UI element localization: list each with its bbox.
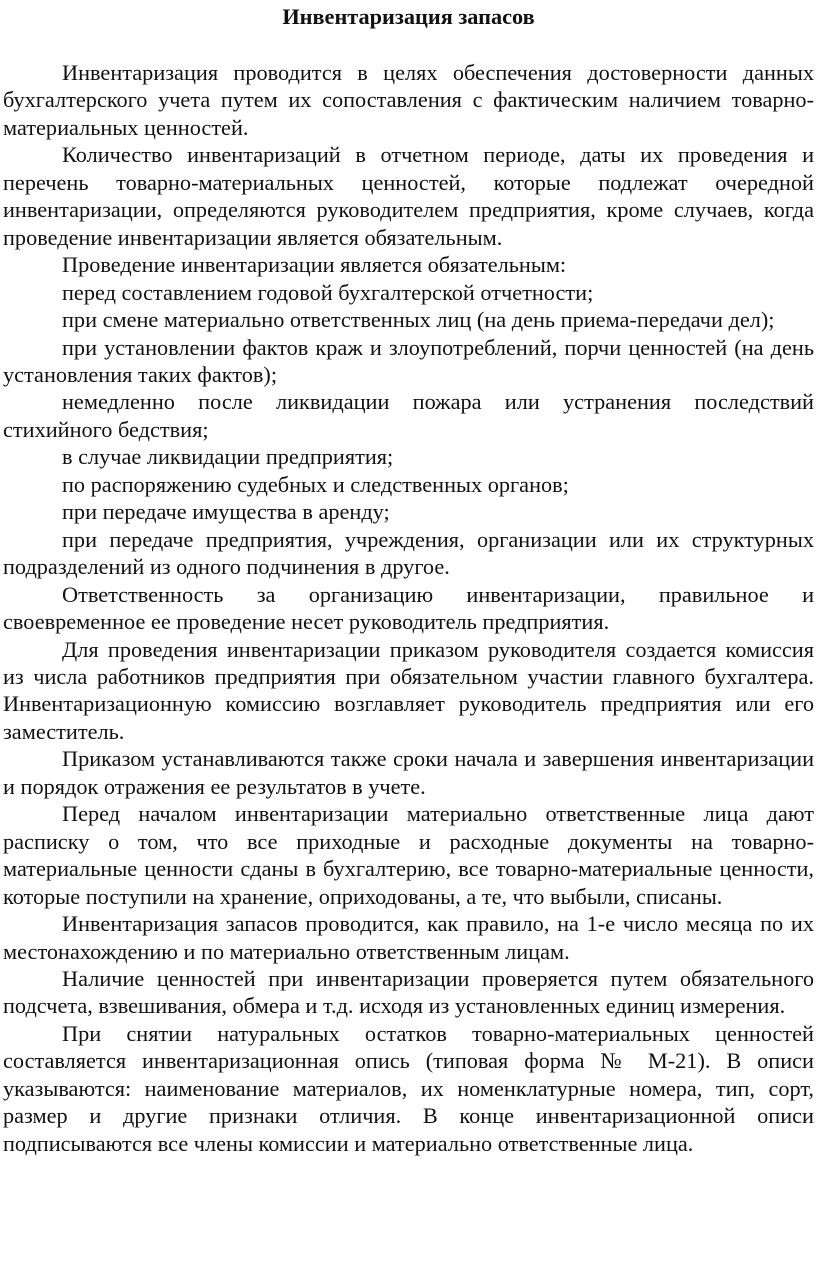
document-title: Инвентаризация запасов bbox=[282, 4, 535, 29]
list-item: при установлении фактов краж и злоупотреблений, порчи ценностей (на день установления таких фактов); bbox=[3, 334, 814, 387]
list-item: перед составлением годовой бухгалтерской отчетности; bbox=[62, 279, 594, 305]
paragraph: Количество инвентаризаций в отчетном периоде, даты их проведения и перечень товарно-материальных ценностей, которые подлежат очередной инвентаризации, определяются руководителем предприятия, кроме случаев, когда проведение инвентаризации является обязательным. bbox=[3, 142, 814, 250]
list-item: при передаче предприятия, учреждения, организации или их структурных подразделений из одного подчинения в другое. bbox=[3, 526, 814, 580]
paragraph: Приказом устанавливаются также сроки начала и завершения инвентаризации и порядок отражения ее результатов в учете. bbox=[3, 746, 814, 799]
paragraph: При снятии натуральных остатков товарно-материальных ценностей составляется инвентаризационная опись (типовая форма № М-21). В описи указываются: наименование материалов, их номенклатурные номера, тип, сорт, размер и другие признаки отличия. В конце инвентаризационной описи подписываются все члены комиссии и материально ответственные лица. bbox=[3, 1020, 814, 1156]
list-item: немедленно после ликвидации пожара или устранения последствий стихийного бедствия; bbox=[3, 389, 814, 442]
paragraph: Инвентаризация запасов проводится, как правило, на 1-е число месяца по их местонахождению и по материально ответственным лицам. bbox=[3, 911, 814, 964]
list-item: по распоряжению судебных и следственных органов; bbox=[62, 471, 569, 497]
document-body bbox=[3, 59, 814, 1157]
paragraph: Ответственность за организацию инвентаризации, правильное и своевременное ее проведение несет руководитель предприятия. bbox=[3, 581, 814, 635]
list-item: при передаче имущества в аренду; bbox=[62, 499, 390, 525]
list-item: в случае ликвидации предприятия; bbox=[62, 444, 394, 470]
list-item: при смене материально ответственных лиц (на день приема-передачи дел); bbox=[62, 307, 775, 333]
paragraph: Наличие ценностей при инвентаризации проверяется путем обязательного подсчета, взвешивания, обмера и т.д. исходя из установленных единиц измерения. bbox=[3, 965, 814, 1019]
paragraph: Инвентаризация проводится в целях обеспечения достоверности данных бухгалтерского учета путем их сопоставления с фактическим наличием товарно-материальных ценностей. bbox=[3, 60, 814, 140]
paragraph: Для проведения инвентаризации приказом руководителя создается комиссия из числа работников предприятия при обязательном участии главного бухгалтера. Инвентаризационную комиссию возглавляет руководитель предприятия или его заместитель. bbox=[3, 636, 814, 744]
paragraph: Перед началом инвентаризации материально ответственные лица дают расписку о том, что все приходные и расходные документы на товарно-материальные ценности сданы в бухгалтерию, все товарно-материальные ценности, которые поступили на хранение, оприходованы, а те, что выбыли, списаны. bbox=[3, 801, 814, 909]
paragraph: Проведение инвентаризации является обязательным: bbox=[62, 252, 567, 278]
